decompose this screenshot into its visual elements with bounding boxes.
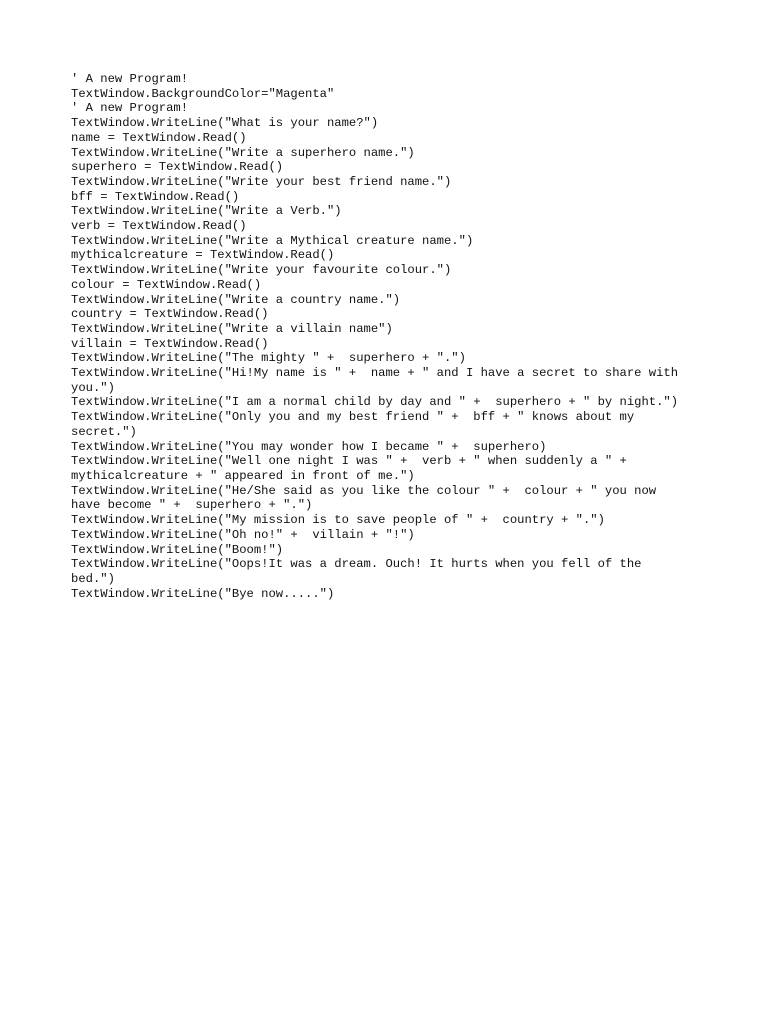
code-line: have become " + superhero + "."): [71, 498, 313, 513]
code-line: TextWindow.WriteLine("What is your name?"): [71, 116, 379, 131]
code-line: bed."): [71, 571, 115, 586]
code-line: bff = TextWindow.Read(): [71, 189, 240, 204]
code-line: colour = TextWindow.Read(): [71, 277, 262, 292]
code-line: TextWindow.WriteLine("Write a country name."): [71, 292, 401, 307]
code-listing: [71, 72, 711, 601]
code-line: secret."): [71, 424, 137, 439]
code-line: TextWindow.BackgroundColor="Magenta": [71, 86, 335, 101]
code-line: TextWindow.WriteLine("Write a Verb."): [71, 204, 342, 219]
code-line: TextWindow.WriteLine("You may wonder how I became " + superhero): [71, 439, 547, 454]
code-line: TextWindow.WriteLine("I am a normal child by day and " + superhero + " by night."): [71, 395, 679, 410]
code-line: TextWindow.WriteLine("He/She said as you like the colour " + colour + " you now: [71, 483, 657, 498]
code-line: TextWindow.WriteLine("Oops!It was a dream. Ouch! It hurts when you fell of the: [71, 557, 642, 572]
code-line: verb = TextWindow.Read(): [71, 219, 247, 234]
code-line: ' A new Program!: [71, 72, 189, 86]
code-line: TextWindow.WriteLine("Only you and my best friend " + bff + " knows about my: [71, 410, 635, 425]
code-line: mythicalcreature = TextWindow.Read(): [71, 248, 335, 263]
code-line: ' A new Program!: [71, 101, 189, 116]
code-line: name = TextWindow.Read(): [71, 130, 247, 145]
code-line: TextWindow.WriteLine("The mighty " + superhero + "."): [71, 351, 466, 366]
code-line: TextWindow.WriteLine("Write your favourite colour."): [71, 263, 452, 278]
code-line: TextWindow.WriteLine("Well one night I was " + verb + " when suddenly a " +: [71, 454, 627, 469]
code-line: TextWindow.WriteLine("Oh no!" + villain + "!"): [71, 527, 415, 542]
code-line: TextWindow.WriteLine("Write a villain name"): [71, 321, 393, 336]
code-line: TextWindow.WriteLine("My mission is to save people of " + country + "."): [71, 513, 605, 528]
code-line: villain = TextWindow.Read(): [71, 336, 269, 351]
code-line: superhero = TextWindow.Read(): [71, 160, 284, 175]
code-line: TextWindow.WriteLine("Write a superhero name."): [71, 145, 415, 160]
code-line: country = TextWindow.Read(): [71, 307, 269, 322]
code-line: TextWindow.WriteLine("Write a Mythical creature name."): [71, 233, 474, 248]
code-line: TextWindow.WriteLine("Bye now....."): [71, 586, 335, 601]
code-line: you."): [71, 380, 115, 395]
code-line: TextWindow.WriteLine("Boom!"): [71, 542, 284, 557]
code-line: TextWindow.WriteLine("Hi!My name is " + name + " and I have a secret to share with: [71, 366, 679, 381]
code-line: TextWindow.WriteLine("Write your best friend name."): [71, 174, 452, 189]
code-line: mythicalcreature + " appeared in front of me."): [71, 468, 415, 483]
document-page: [71, 72, 711, 601]
